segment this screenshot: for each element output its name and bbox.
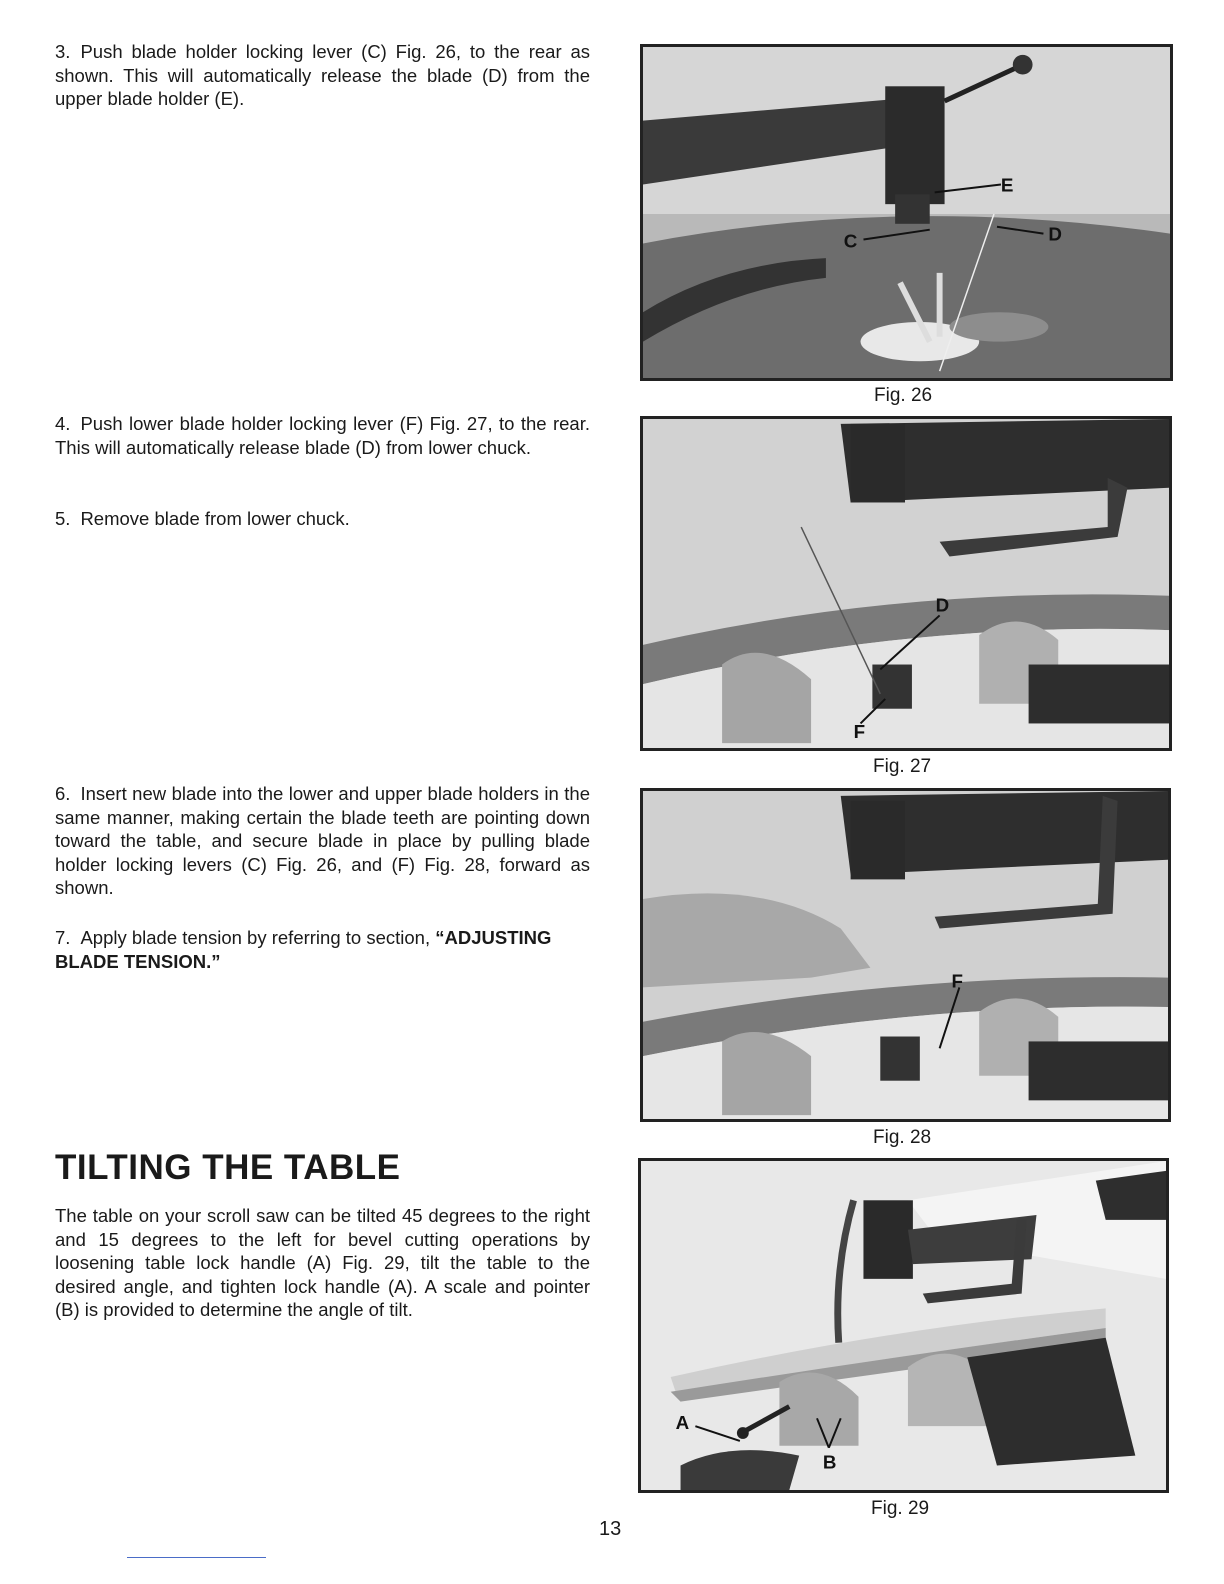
step-number: 3. [55,41,71,62]
figure-27-caption: Fig. 27 [873,756,932,777]
callout-f: F [951,970,963,992]
step-text: Push lower blade holder locking lever (F) Fig. 27, to the rear. This will automatically release blade (D) from lower chuck. [55,413,590,458]
scroll-saw-insert-blade-illustration [643,791,1168,1119]
step-5 [55,507,590,531]
figure-29-caption: Fig. 29 [871,1498,930,1519]
step-number: 7. [55,927,71,948]
step-number: 6. [55,783,71,804]
step-4 [55,412,590,459]
callout-d: D [1048,223,1062,245]
callout-b: B [822,1451,837,1473]
figure-28-photo [640,788,1171,1122]
callout-e: E [1000,174,1014,196]
figure-26-photo [640,44,1173,381]
step-number: 4. [55,413,71,434]
figure-26-caption: Fig. 26 [874,385,933,406]
step-text: Insert new blade into the lower and upper blade holders in the same manner, making certain the blade teeth are pointing down toward the table, and secure blade in place by pulling blade holder locking levers (C) Fig. 26, and (F) Fig. 28, forward as shown. [55,783,590,898]
callout-d: D [935,594,950,616]
scroll-saw-upper-holder-illustration [643,47,1170,378]
callout-f: F [853,721,866,743]
figure-27-photo [640,416,1172,751]
step-text: Remove blade from lower chuck. [80,508,350,529]
step-7 [55,926,590,973]
page-number: 13 [599,1518,622,1540]
footer-rule [127,1557,266,1558]
callout-c: C [843,230,858,252]
section-reference: “ADJUSTING BLADE TENSION.” [55,927,552,972]
step-number: 5. [55,508,71,529]
figure-29-photo [638,1158,1169,1493]
scroll-saw-tilted-table-illustration [641,1161,1166,1490]
step-text: Apply blade tension by referring to section, [80,927,436,948]
step-text: Push blade holder locking lever (C) Fig. 26, to the rear as shown. This will automatically release the blade (D) from the upper blade holder (E). [55,41,590,109]
section-heading: TILTING THE TABLE [55,1148,401,1187]
figure-28-caption: Fig. 28 [873,1127,932,1148]
scroll-saw-lower-holder-illustration [643,419,1169,748]
step-3 [55,40,590,111]
callout-a: A [675,1412,690,1434]
step-6 [55,782,590,900]
section-body: The table on your scroll saw can be tilted 45 degrees to the right and 15 degrees to the left for bevel cutting operations by loosening table lock handle (A) Fig. 29, tilt the table to the desired angle, and tighten lock handle (A). A scale and pointer (B) is provided to determine the angle of tilt. [55,1205,590,1320]
